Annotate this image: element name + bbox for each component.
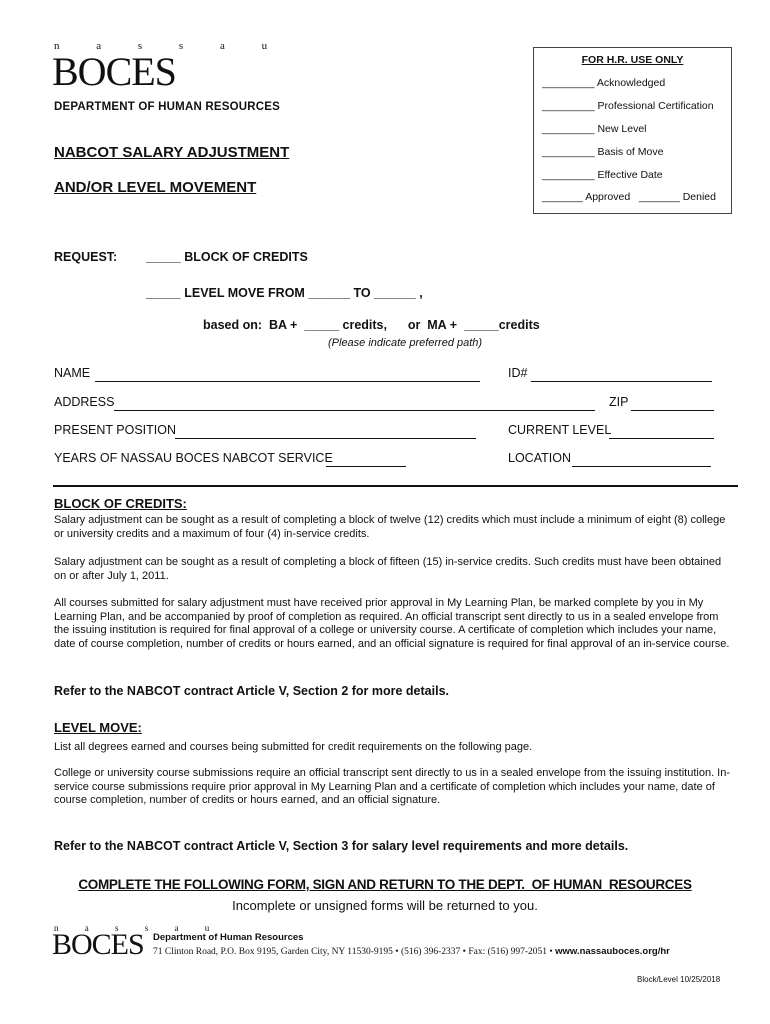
level-paragraph-2: College or university course submissions require an official transcript sent directly to us in a sealed envelope from the issuing institution. In-service course submissions require prior approval in My Learning Plan and a certificate of completion which includes your name, date of course completion, number of credits or hours earned, and an official signature. <box>54 767 731 806</box>
hr-item-basis-of-move: _________ Basis of Move <box>542 146 664 158</box>
preferred-path-note: (Please indicate preferred path) <box>328 337 483 349</box>
level-move-heading: LEVEL MOVE: <box>54 720 142 735</box>
level-refer-note: Refer to the NABCOT contract Article V, Section 3 for salary level requirements and more details. <box>54 839 629 853</box>
id-field[interactable] <box>531 381 712 382</box>
block-refer-note: Refer to the NABCOT contract Article V, Section 2 for more details. <box>54 684 449 698</box>
footer-website-link[interactable]: www.nassauboces.org/hr <box>555 946 670 957</box>
incomplete-warning: Incomplete or unsigned forms will be returned to you. <box>232 898 538 913</box>
present-position-label: PRESENT POSITION <box>54 423 177 437</box>
name-label: NAME <box>54 366 91 380</box>
years-service-label: YEARS OF NASSAU BOCES NABCOT SERVICE <box>54 451 333 465</box>
current-level-label: CURRENT LEVEL <box>508 423 612 437</box>
hr-item-professional-certification: _________ Professional Certification <box>542 100 714 112</box>
request-block-of-credits[interactable]: _____ BLOCK OF CREDITS <box>146 250 308 264</box>
address-field[interactable] <box>114 410 595 411</box>
logo-tagline: n a s s a u <box>54 40 285 52</box>
request-level-move[interactable]: _____ LEVEL MOVE FROM ______ TO ______ , <box>146 286 423 300</box>
footer-address-text: 71 Clinton Road, P.O. Box 9195, Garden City, NY 11530-9195 • (516) 396-2337 • Fax: (516) 997-2051 • <box>153 947 556 957</box>
footer-logo-tagline: n a s s a u <box>54 923 222 933</box>
block-paragraph-1: Salary adjustment can be sought as a result of completing a block of twelve (12) credits which must include a minimum of eight (8) college or university credits and a maximum of four (4) in-service credits. <box>54 514 726 540</box>
block-of-credits-heading: BLOCK OF CREDITS: <box>54 496 187 511</box>
form-title-line2: AND/OR LEVEL MOVEMENT <box>54 179 257 196</box>
hr-item-effective-date: _________ Effective Date <box>542 169 663 181</box>
address-label: ADDRESS <box>54 395 115 409</box>
boces-logo: BOCES <box>52 49 176 94</box>
form-revision-id: Block/Level 10/25/2018 <box>637 975 721 984</box>
footer-department: Department of Human Resources <box>153 932 304 943</box>
hr-use-only-box <box>533 47 732 214</box>
location-field[interactable] <box>572 466 711 467</box>
location-label: LOCATION <box>508 451 571 465</box>
level-paragraph-1: List all degrees earned and courses being submitted for credit requirements on the following page. <box>54 741 533 753</box>
form-title-line1: NABCOT SALARY ADJUSTMENT <box>54 144 290 161</box>
section-divider <box>53 485 738 487</box>
years-service-field[interactable] <box>326 466 406 467</box>
hr-box-heading: FOR H.R. USE ONLY <box>581 54 684 66</box>
request-label: REQUEST: <box>54 250 118 264</box>
zip-label: ZIP <box>609 395 629 409</box>
footer-address <box>153 946 670 957</box>
name-field[interactable] <box>95 381 480 382</box>
zip-field[interactable] <box>631 410 714 411</box>
hr-item-approved-denied: _______ Approved _______ Denied <box>542 191 716 203</box>
hr-item-new-level: _________ New Level <box>542 123 647 135</box>
footer-boces-logo: BOCES <box>52 928 144 961</box>
block-paragraph-2: Salary adjustment can be sought as a result of completing a block of fifteen (15) in-service credits. Such credits must have been obtained on or after July 1, 2011. <box>54 556 722 582</box>
block-paragraph-3: All courses submitted for salary adjustment must have received prior approval in My Learning Plan, be marked complete by you in My Learning Plan, and be accompanied by proof of completion as required. An official transcript sent directly to us in a sealed envelope from the issuing institution is required for final approval of a college or university course. A certificate of completion which includes your name, date of course completion, number of credits or hours earned, and an official signature is required for final approval of an in-service course. <box>54 597 730 650</box>
request-based-on[interactable]: based on: BA + _____ credits, or MA + _____credits <box>203 318 540 332</box>
complete-instruction: COMPLETE THE FOLLOWING FORM, SIGN AND RETURN TO THE DEPT. OF HUMAN RESOURCES <box>78 877 692 892</box>
hr-item-acknowledged: _________ Acknowledged <box>542 77 666 89</box>
present-position-field[interactable] <box>175 438 476 439</box>
id-label: ID# <box>508 366 528 380</box>
department-heading: DEPARTMENT OF HUMAN RESOURCES <box>54 101 281 113</box>
current-level-field[interactable] <box>609 438 714 439</box>
